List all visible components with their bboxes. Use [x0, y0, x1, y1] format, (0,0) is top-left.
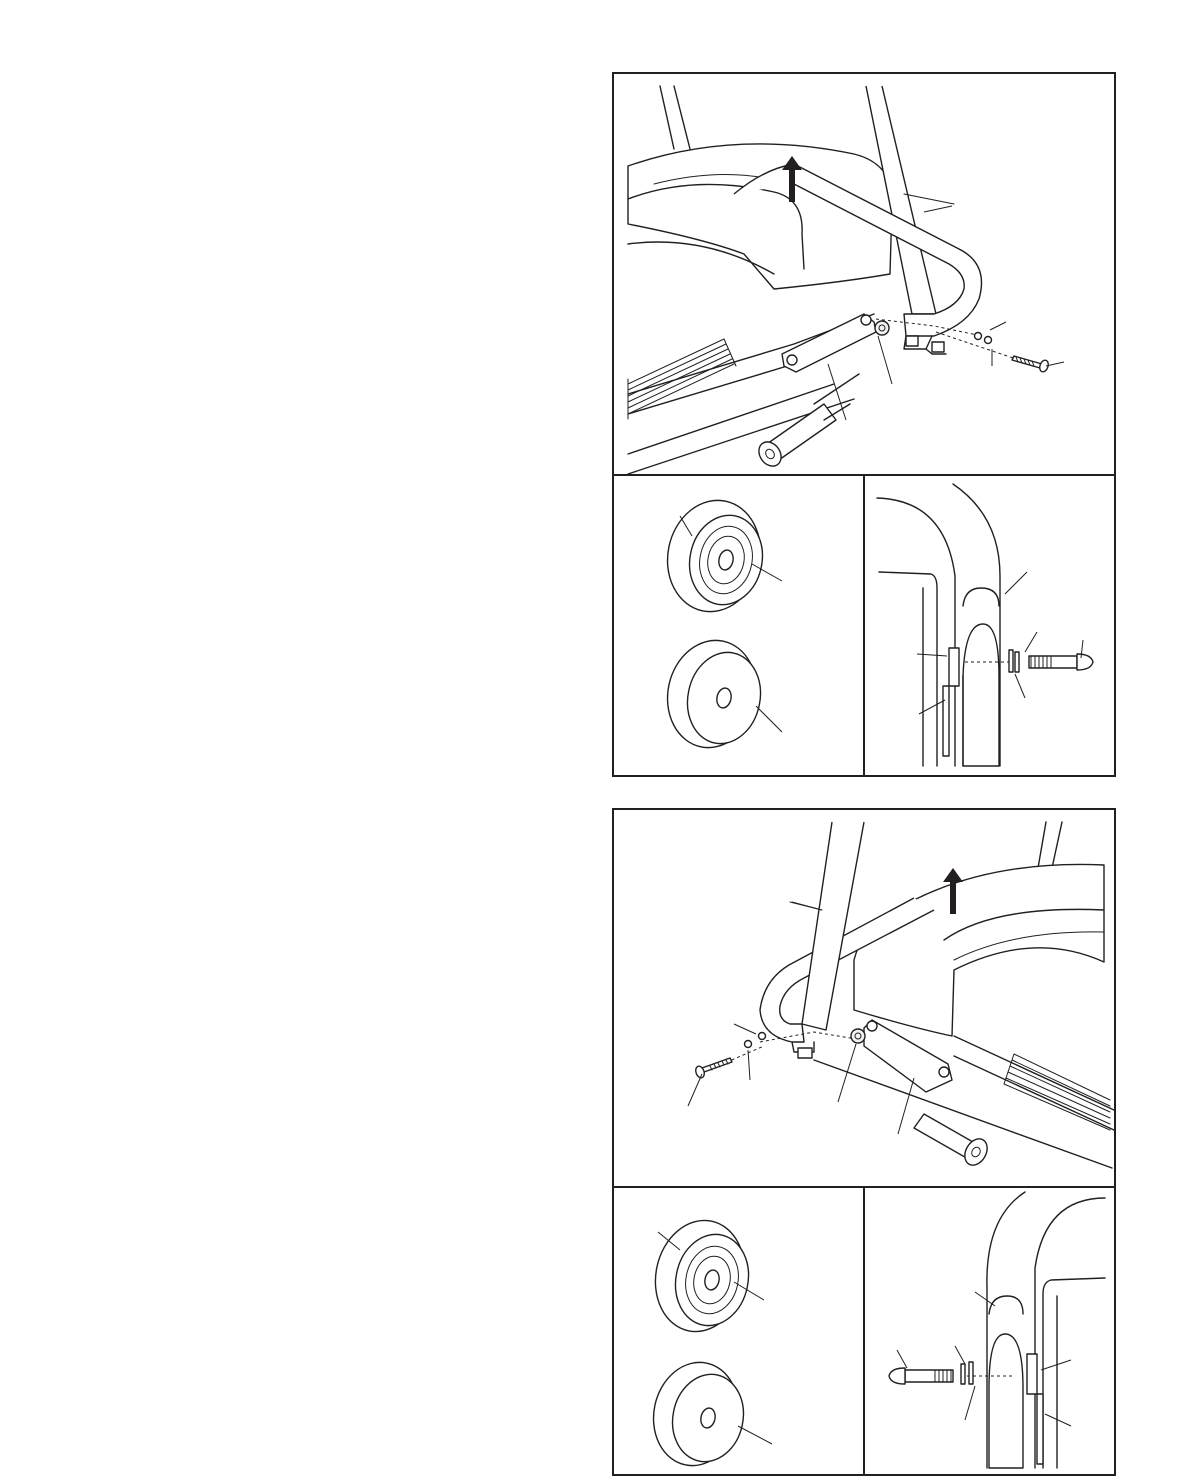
- assembly-figure-top: [612, 72, 1116, 777]
- assembly-figure-bottom: [612, 808, 1116, 1476]
- walking-belt-bottom: [1004, 1054, 1110, 1130]
- wheel-parts-top: [614, 476, 863, 775]
- wheel-parts-drawing-top: [614, 476, 863, 775]
- treadmill-drawing-bottom: [614, 810, 1114, 1186]
- wheel-recessed-top: [657, 492, 770, 621]
- bolt-assembly-bottom: [694, 1033, 765, 1080]
- frame-detail-drawing-top: [865, 476, 1114, 775]
- treadmill-drawing-top: [614, 74, 1114, 474]
- frame-detail-bottom: [865, 1188, 1114, 1474]
- wheel-parts-drawing-bottom: [614, 1188, 863, 1474]
- wheel-parts-bottom: [614, 1188, 863, 1474]
- bolt-assembly-top: [936, 332, 1050, 373]
- walking-belt: [628, 339, 736, 419]
- treadmill-view-bottom: [614, 810, 1114, 1186]
- frame-detail-top: [865, 476, 1114, 775]
- wheel-flat-bottom: [644, 1354, 751, 1473]
- frame-detail-drawing-bottom: [865, 1188, 1114, 1474]
- wheel-flat-top: [658, 632, 769, 756]
- treadmill-view-top: [614, 74, 1114, 474]
- wheel-recessed-bottom: [645, 1212, 756, 1340]
